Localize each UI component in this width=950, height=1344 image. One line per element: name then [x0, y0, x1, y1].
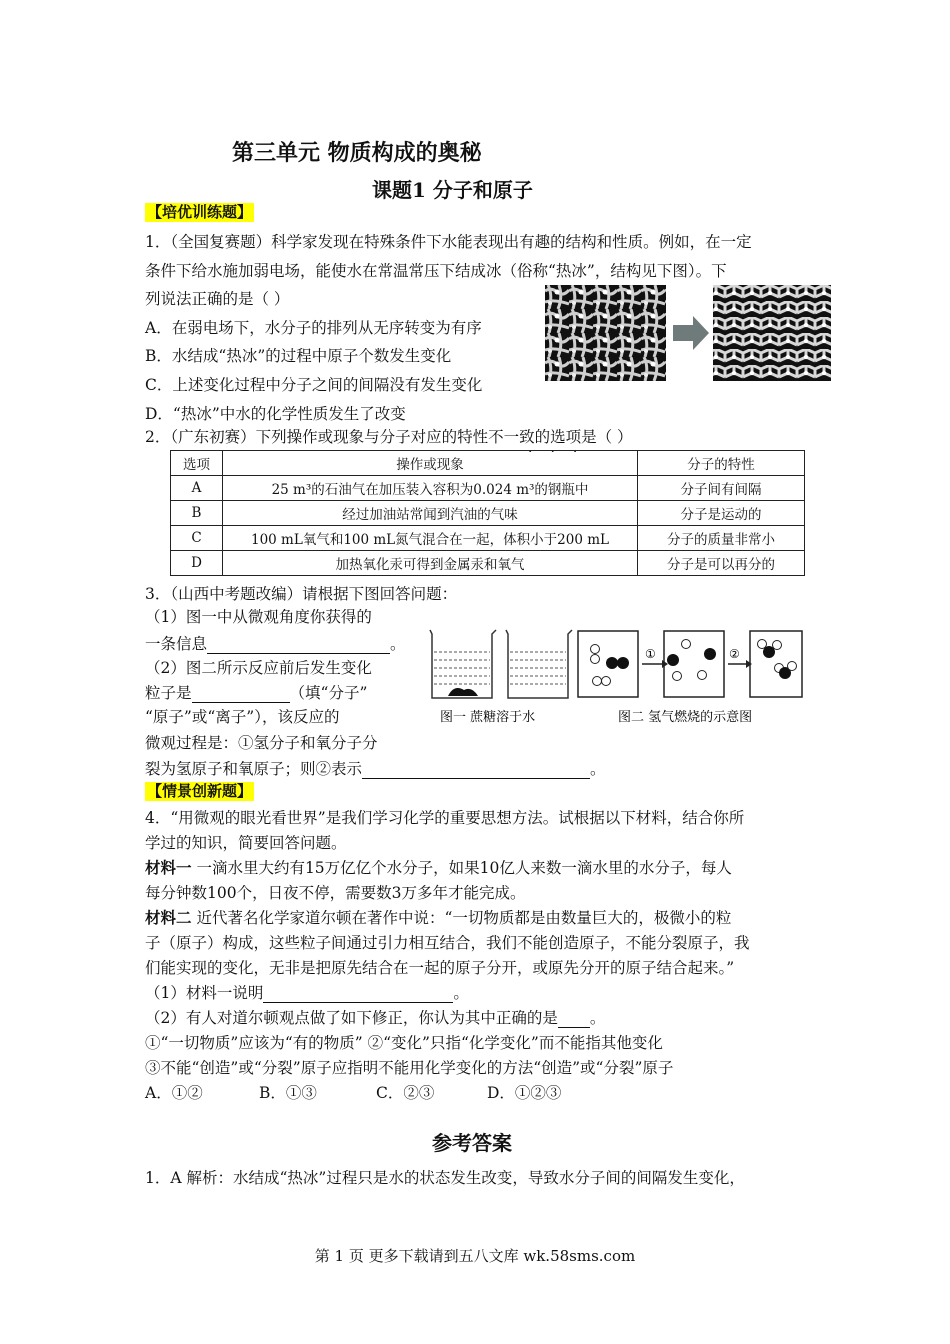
- table-cell: 经过加油站常闻到汽油的气味: [223, 501, 638, 526]
- q3-part2-line2: 粒子是 （填“分子”: [145, 684, 368, 702]
- table-cell: D: [171, 551, 223, 576]
- table-cell: 分子的质量非常小: [638, 526, 805, 551]
- table-cell: 加热氧化汞可得到金属汞和氧气: [223, 551, 638, 576]
- step2-label: ②: [729, 647, 740, 661]
- q3-part1-line2: 一条信息 。: [145, 635, 406, 653]
- table-row: [171, 551, 805, 576]
- table-row: [171, 501, 805, 526]
- q3-stem: 3．（山西中考题改编）请根据下图回答问题：: [145, 585, 458, 603]
- q4-stem-line1: 4．“用微观的眼光看世界”是我们学习化学的重要思想方法。试根据以下材料，结合你所: [145, 809, 745, 827]
- q3-part2-line3: “原子”或“离子”），该反应的: [145, 708, 340, 726]
- page-footer: 第 1 页 更多下载请到五八文库 wk.58sms.com: [314, 1247, 636, 1265]
- q3-figures: [420, 628, 810, 728]
- table-cell: B: [171, 501, 223, 526]
- table-cell: 分子是运动的: [638, 501, 805, 526]
- section-label-scenario: 【情景创新题】: [147, 782, 253, 800]
- table-cell: 100 mL氧气和100 mL氮气混合在一起，体积小于200 mL: [223, 526, 638, 551]
- q4-material1-line2: 每分钟数100个，日夜不停，需要数3万多年才能完成。: [145, 884, 526, 902]
- answer-1: 1．A 解析：水结成“热冰”过程只是水的状态发生改变，导致水分子间的间隔发生变化，: [145, 1169, 745, 1187]
- figure1-caption: 图一 蔗糖溶于水: [440, 710, 536, 725]
- answers-heading: 参考答案: [432, 1131, 512, 1155]
- table-header: 分子的特性: [638, 451, 805, 476]
- q1-option-b: B．水结成“热冰”的过程中原子个数发生变化: [145, 347, 452, 365]
- q1-stem-line3: 列说法正确的是（ ）: [145, 290, 290, 308]
- q4-sub1: （1）材料一说明 。: [145, 984, 469, 1002]
- q3-part2-line1: （2）图二所示反应前后发生变化: [145, 659, 372, 677]
- table-header-row: [171, 451, 805, 476]
- table-cell: 25 m³的石油气在加压装入容积为0.024 m³的钢瓶中: [223, 476, 638, 501]
- lesson-title: 课题1 分子和原子: [372, 178, 533, 202]
- q1-stem-line2: 条件下给水施加弱电场，能使水在常温常压下结成冰（俗称“热冰”，结构见下图）。下: [145, 262, 727, 280]
- q3-part1-line1: （1）图一中从微观角度你获得的: [145, 608, 372, 626]
- q4-stem-line2: 学过的知识，简要回答问题。: [145, 834, 347, 852]
- answer-blank[interactable]: [362, 762, 590, 779]
- figure2-caption: 图二 氢气燃烧的示意图: [618, 710, 753, 725]
- answer-blank[interactable]: [558, 1011, 590, 1028]
- beaker-before-icon: [430, 630, 496, 698]
- choice-d: D．①②③: [487, 1084, 562, 1102]
- q2-table: [170, 450, 805, 576]
- choice-a: A．①②: [145, 1084, 203, 1102]
- q4-option-line1: ①“一切物质”应该为“有的物质” ②“变化”只指“化学变化”而不能指其他变化: [145, 1034, 663, 1052]
- unit-title: 第三单元 物质构成的奥秘: [232, 140, 482, 166]
- hot-ice-structure-figure: [545, 285, 831, 381]
- q1-stem-line1: 1．（全国复赛题）科学家发现在特殊条件下水能表现出有趣的结构和性质。例如，在一定: [145, 233, 752, 251]
- q4-material2-line2: 子（原子）构成，这些粒子间通过引力相互结合，我们不能创造原子，不能分裂原子，我: [145, 934, 750, 952]
- q2-stem: 2．（广东初赛）下列操作或现象与分子对应的特性不一致的选项是（ ）: [145, 428, 633, 446]
- table-row: [171, 476, 805, 501]
- arrow-right-icon: [673, 316, 709, 350]
- q4-choices: [145, 1083, 561, 1103]
- q1-option-d: D．“热冰”中水的化学性质发生了改变: [145, 405, 406, 423]
- table-header: 选项: [171, 451, 223, 476]
- disordered-water-image: [545, 285, 666, 381]
- q1-option-a: A．在弱电场下，水分子的排列从无序转变为有序: [145, 319, 482, 337]
- choice-c: C．②③: [376, 1084, 435, 1102]
- choice-b: B．①③: [259, 1084, 317, 1102]
- q4-sub2: （2）有人对道尔顿观点做了如下修正，你认为其中正确的是 。: [145, 1009, 606, 1027]
- table-row: [171, 526, 805, 551]
- q4-material2-line3: 们能实现的变化，无非是把原先结合在一起的原子分开，或原先分开的原子结合起来。”: [145, 959, 735, 977]
- q3-part2-line5: 裂为氢原子和氧原子；则②表示 。: [145, 760, 606, 778]
- q1-option-c: C．上述变化过程中分子之间的间隔没有发生变化: [145, 376, 483, 394]
- answer-blank[interactable]: [263, 986, 453, 1003]
- q3-part2-line4: 微观过程是：①氢分子和氧分子分: [145, 734, 378, 752]
- q4-option-line2: ③不能“创造”或“分裂”原子应指明不能用化学变化的方法“创造”或“分裂”原子: [145, 1059, 674, 1077]
- ordered-hot-ice-image: [713, 285, 831, 381]
- q4-material2-line1: 材料二 近代著名化学家道尔顿在著作中说：“一切物质都是由数量巨大的，极微小的粒: [145, 908, 732, 927]
- table-cell: A: [171, 476, 223, 501]
- section-label-training: 【培优训练题】: [147, 203, 253, 221]
- q4-material1-line1: 材料一 一滴水里大约有15万亿亿个水分子，如果10亿人来数一滴水里的水分子，每人: [145, 858, 732, 877]
- table-cell: 分子是可以再分的: [638, 551, 805, 576]
- beaker-after-icon: [506, 630, 572, 698]
- table-header: 操作或现象: [223, 451, 638, 476]
- answer-blank[interactable]: [207, 637, 390, 654]
- answer-blank[interactable]: [192, 686, 290, 703]
- table-cell: C: [171, 526, 223, 551]
- table-cell: 分子间有间隔: [638, 476, 805, 501]
- step1-label: ①: [645, 647, 656, 661]
- emphasis-dots: ···: [528, 444, 596, 460]
